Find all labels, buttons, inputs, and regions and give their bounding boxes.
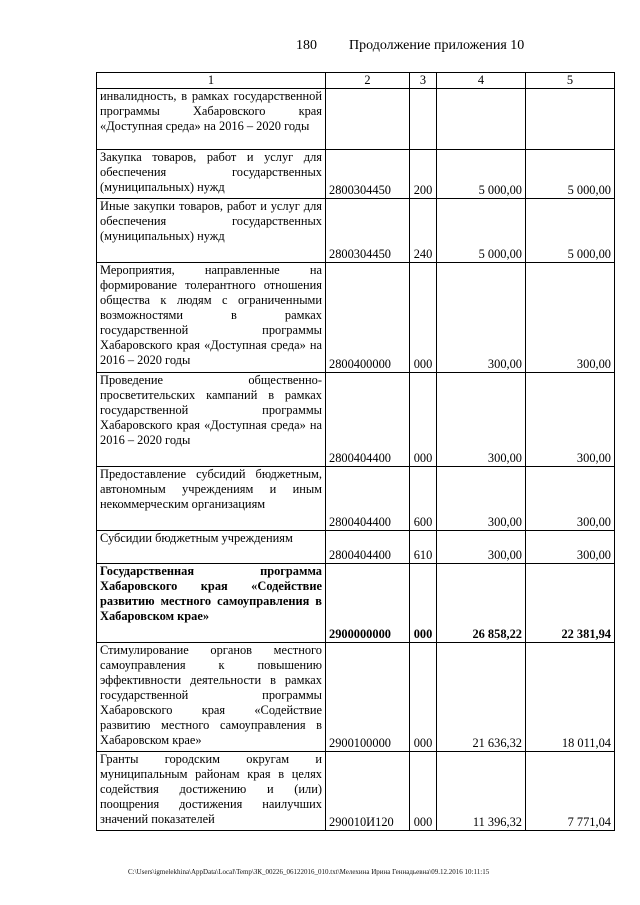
table-row — [97, 531, 615, 564]
row-sum-1: 5 000,00 — [437, 199, 526, 263]
column-number: 1 — [97, 73, 326, 89]
column-number: 5 — [526, 73, 615, 89]
row-name: Иные закупки товаров, работ и услуг для обеспечения государственных (муниципальных) нужд — [97, 199, 326, 263]
row-sum-1: 300,00 — [437, 467, 526, 531]
row-sum-2: 7 771,04 — [526, 752, 615, 831]
row-sum-2: 18 011,04 — [526, 643, 615, 752]
row-code: 2800304450 — [326, 150, 410, 199]
row-sum-1: 26 858,22 — [437, 564, 526, 643]
row-sum-1: 5 000,00 — [437, 150, 526, 199]
row-sum-2: 300,00 — [526, 531, 615, 564]
row-code: 2800404400 — [326, 373, 410, 467]
row-sum-2: 300,00 — [526, 263, 615, 373]
row-name: Государственная программа Хабаровского края «Содействие развитию местного самоуправления в Хабаровском крае» — [97, 564, 326, 643]
row-vr: 240 — [410, 199, 437, 263]
row-name: Стимулирование органов местного самоуправления к повышению эффективности деятельности в рамках государственной программы Хабаровского края «Содействие развитию местного самоуправления в Хабаровском крае» — [97, 643, 326, 752]
column-number: 2 — [326, 73, 410, 89]
table-row — [97, 467, 615, 531]
row-vr: 000 — [410, 564, 437, 643]
page-number: 180 — [296, 38, 317, 53]
row-code: 2900000000 — [326, 564, 410, 643]
row-name: Субсидии бюджетным учреждениям — [97, 531, 326, 564]
row-name: Закупка товаров, работ и услуг для обеспечения государственных (муниципальных) нужд — [97, 150, 326, 199]
row-sum-2: 5 000,00 — [526, 150, 615, 199]
row-name: инвалидность, в рамках государственной программы Хабаровского края «Доступная среда» на 2016 – 2020 годы — [97, 89, 326, 150]
row-code: 290010И120 — [326, 752, 410, 831]
row-name: Гранты городским округам и муниципальным районам края в целях содействия достижению и (или) поощрения достижения наилучших значений показателей — [97, 752, 326, 831]
row-sum-1: 300,00 — [437, 263, 526, 373]
row-code: 2900100000 — [326, 643, 410, 752]
row-code: 2800404400 — [326, 531, 410, 564]
table-row — [97, 752, 615, 831]
table-row — [97, 373, 615, 467]
column-number: 4 — [437, 73, 526, 89]
row-code: 2800400000 — [326, 263, 410, 373]
row-sum-2: 300,00 — [526, 373, 615, 467]
row-sum-1: 21 636,32 — [437, 643, 526, 752]
row-name: Предоставление субсидий бюджетным, автономным учреждениям и иным некоммерческим организациям — [97, 467, 326, 531]
continuation-title: Продолжение приложения 10 — [349, 38, 525, 53]
row-sum-2 — [526, 89, 615, 150]
row-sum-2: 300,00 — [526, 467, 615, 531]
row-sum-1: 11 396,32 — [437, 752, 526, 831]
row-vr: 610 — [410, 531, 437, 564]
table-row — [97, 89, 615, 150]
table-row — [97, 643, 615, 752]
document-path-footer: C:\Users\igmelekhina\AppData\Local\Temp\ЗК_00226_06122016_010.txt\Мелехина Ирина Геннадьевна\09.12.2016 10:11:15 — [128, 868, 490, 876]
row-vr: 200 — [410, 150, 437, 199]
row-code: 2800304450 — [326, 199, 410, 263]
budget-table — [96, 72, 615, 831]
row-vr — [410, 89, 437, 150]
column-number-row — [97, 73, 615, 89]
row-vr: 000 — [410, 643, 437, 752]
table-row — [97, 199, 615, 263]
row-sum-2: 22 381,94 — [526, 564, 615, 643]
table-row-program — [97, 564, 615, 643]
row-sum-1: 300,00 — [437, 531, 526, 564]
row-name: Мероприятия, направленные на формирование толерантного отношения общества к людям с ограниченными возможностями в рамках государственной программы Хабаровского края «Доступная среда» на 2016 – 2020 годы — [97, 263, 326, 373]
table-row — [97, 263, 615, 373]
row-vr: 000 — [410, 263, 437, 373]
row-vr: 000 — [410, 373, 437, 467]
table-row — [97, 150, 615, 199]
row-sum-1 — [437, 89, 526, 150]
page-header — [0, 38, 640, 58]
row-vr: 000 — [410, 752, 437, 831]
row-vr: 600 — [410, 467, 437, 531]
column-number: 3 — [410, 73, 437, 89]
row-code — [326, 89, 410, 150]
row-sum-1: 300,00 — [437, 373, 526, 467]
row-sum-2: 5 000,00 — [526, 199, 615, 263]
row-name: Проведение общественно-просветительских кампаний в рамках государственной программы Хабаровского края «Доступная среда» на 2016 – 2020 годы — [97, 373, 326, 467]
row-code: 2800404400 — [326, 467, 410, 531]
